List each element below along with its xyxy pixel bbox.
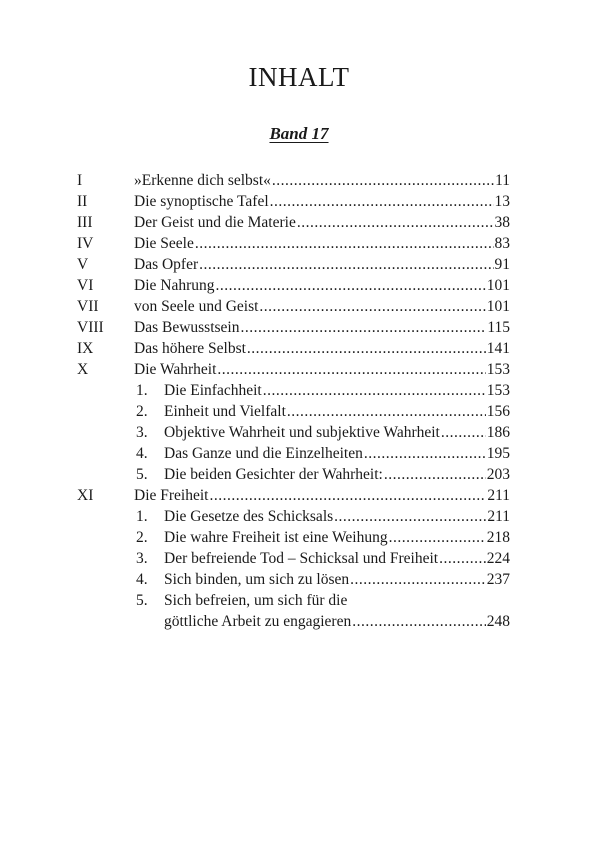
section-title: göttliche Arbeit zu engagieren xyxy=(164,613,352,630)
chapter-title: Das höhere Selbst xyxy=(134,340,246,357)
section-title: Das Ganze und die Einzelheiten xyxy=(164,445,363,462)
dot-leader xyxy=(209,485,486,506)
page-number: 83 xyxy=(494,235,510,252)
toc-entry xyxy=(77,254,510,275)
section-title: Die Gesetze des Schicksals xyxy=(164,508,334,525)
chapter-title: Das Opfer xyxy=(134,256,199,273)
toc-subentry xyxy=(77,401,510,422)
dot-leader xyxy=(216,275,486,296)
chapter-number: IV xyxy=(77,235,94,252)
toc-subentry xyxy=(77,506,510,527)
section-title: Einheit und Vielfalt xyxy=(164,403,286,420)
dot-leader xyxy=(384,464,486,485)
toc-subentry xyxy=(77,380,510,401)
page-number: 218 xyxy=(486,529,510,546)
toc-entry xyxy=(77,296,510,317)
page-number: 38 xyxy=(494,214,510,231)
page-number: 211 xyxy=(487,487,510,504)
chapter-number: VII xyxy=(77,298,99,315)
dot-leader xyxy=(259,296,485,317)
dot-leader xyxy=(352,611,486,632)
section-number: 2. xyxy=(136,403,148,420)
dot-leader xyxy=(297,212,494,233)
section-title: Objektive Wahrheit und subjektive Wahrheit xyxy=(164,424,440,441)
section-title: Die wahre Freiheit ist eine Weihung xyxy=(164,529,388,546)
chapter-number: III xyxy=(77,214,93,231)
chapter-title: Die synoptische Tafel xyxy=(134,193,269,210)
section-number: 1. xyxy=(136,508,148,525)
chapter-title: von Seele und Geist xyxy=(134,298,259,315)
dot-leader xyxy=(199,254,493,275)
toc-subentry xyxy=(77,569,510,590)
toc-subentry xyxy=(77,443,510,464)
page-number: 153 xyxy=(486,382,510,399)
chapter-number: XI xyxy=(77,487,94,504)
page-number: 248 xyxy=(486,613,510,630)
page-number: 211 xyxy=(487,508,510,525)
toc-entry xyxy=(77,485,510,506)
toc-entry xyxy=(77,338,510,359)
dot-leader xyxy=(263,380,486,401)
toc-subentry xyxy=(77,590,510,611)
page-number: 156 xyxy=(486,403,510,420)
section-title: Die beiden Gesichter der Wahrheit: xyxy=(164,466,383,483)
chapter-title: Das Bewusstsein xyxy=(134,319,240,336)
dot-leader xyxy=(247,338,486,359)
section-number: 4. xyxy=(136,445,148,462)
dot-leader xyxy=(287,401,486,422)
toc-entry xyxy=(77,233,510,254)
chapter-number: II xyxy=(77,193,88,210)
section-number: 4. xyxy=(136,571,148,588)
section-number: 5. xyxy=(136,592,148,609)
toc-entry xyxy=(77,212,510,233)
toc-subentry xyxy=(77,548,510,569)
section-title: Sich binden, um sich zu lösen xyxy=(164,571,350,588)
chapter-number: VIII xyxy=(77,319,104,336)
page-number: 91 xyxy=(494,256,510,273)
chapter-title: »Erkenne dich selbst« xyxy=(134,172,271,189)
chapter-title: Die Nahrung xyxy=(134,277,215,294)
section-title: Die Einfachheit xyxy=(164,382,262,399)
toc-entry xyxy=(77,191,510,212)
chapter-title: Die Seele xyxy=(134,235,194,252)
toc-entry xyxy=(77,359,510,380)
chapter-title: Die Wahrheit xyxy=(134,361,217,378)
section-number: 5. xyxy=(136,466,148,483)
chapter-number: I xyxy=(77,172,83,189)
page-number: 153 xyxy=(486,361,510,378)
chapter-number: V xyxy=(77,256,89,273)
page-number: 101 xyxy=(486,298,510,315)
chapter-title: Die Freiheit xyxy=(134,487,209,504)
toc-entry xyxy=(77,275,510,296)
page-number: 224 xyxy=(486,550,510,567)
chapter-title: Der Geist und die Materie xyxy=(134,214,296,231)
page-number: 13 xyxy=(494,193,510,210)
chapter-number: VI xyxy=(77,277,94,294)
table-of-contents xyxy=(77,170,510,632)
page-number: 11 xyxy=(495,172,510,189)
toc-subentry xyxy=(77,527,510,548)
chapter-number: IX xyxy=(77,340,94,357)
page-number: 115 xyxy=(487,319,510,336)
section-title: Der befreiende Tod – Schicksal und Freiheit xyxy=(164,550,439,567)
dot-leader xyxy=(240,317,486,338)
dot-leader xyxy=(272,170,494,191)
section-number: 3. xyxy=(136,550,148,567)
page-number: 101 xyxy=(486,277,510,294)
page-title: INHALT xyxy=(248,62,350,92)
page-number: 141 xyxy=(486,340,510,357)
page-number: 186 xyxy=(486,424,510,441)
dot-leader xyxy=(441,422,486,443)
page-number: 195 xyxy=(486,445,510,462)
toc-subentry xyxy=(77,422,510,443)
toc-subentry xyxy=(77,464,510,485)
dot-leader xyxy=(195,233,494,254)
dot-leader xyxy=(364,443,486,464)
section-title: Sich befreien, um sich für die xyxy=(164,592,348,609)
dot-leader xyxy=(350,569,486,590)
dot-leader xyxy=(439,548,486,569)
toc-entry xyxy=(77,170,510,191)
toc-subentry-continuation xyxy=(77,611,510,632)
section-number: 3. xyxy=(136,424,148,441)
page-number: 203 xyxy=(486,466,510,483)
dot-leader xyxy=(217,359,485,380)
dot-leader xyxy=(270,191,494,212)
page-number: 237 xyxy=(486,571,510,588)
section-number: 1. xyxy=(136,382,148,399)
chapter-number: X xyxy=(77,361,89,378)
toc-entry xyxy=(77,317,510,338)
band-title: Band 17 xyxy=(269,124,329,143)
dot-leader xyxy=(334,506,486,527)
dot-leader xyxy=(389,527,486,548)
section-number: 2. xyxy=(136,529,148,546)
